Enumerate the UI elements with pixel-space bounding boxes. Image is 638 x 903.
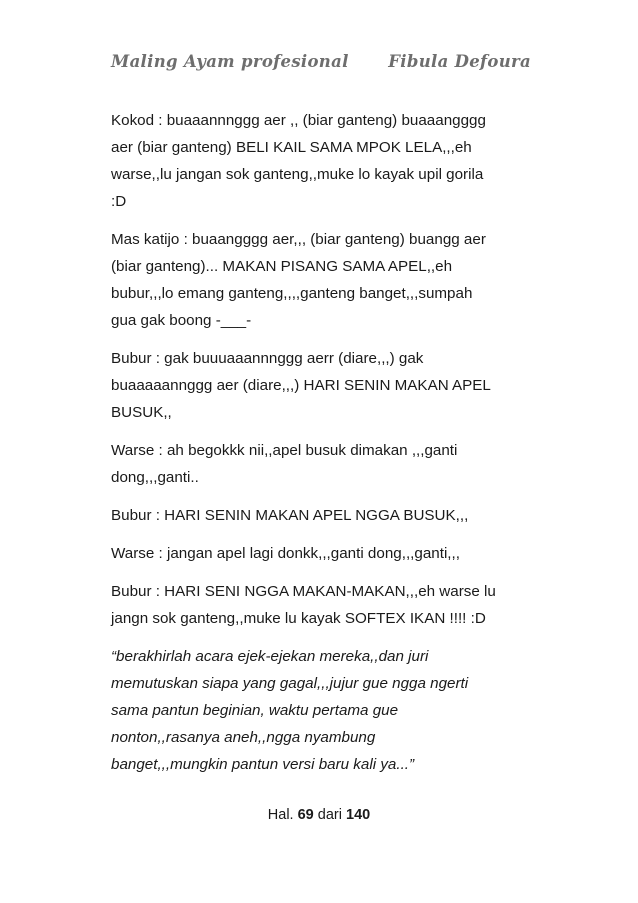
text-line: memutuskan siapa yang gagal,,,jujur gue ngga ngerti: [111, 675, 469, 692]
text-line: Warse : ah begokkk nii,,apel busuk dimakan ,,,ganti: [111, 442, 458, 459]
book-title: Maling Ayam profesional: [111, 52, 349, 71]
text-line: Bubur : HARI SENIN MAKAN APEL NGGA BUSUK,,,: [111, 507, 469, 524]
text-line: :D: [111, 193, 127, 210]
paragraph-bubur-2: [111, 502, 541, 529]
paragraph-mas-katijo: [111, 226, 541, 334]
page-separator: dari: [317, 807, 342, 823]
page-header: [111, 52, 531, 76]
text-line: dong,,,ganti..: [111, 469, 199, 486]
text-line: Warse : jangan apel lagi donkk,,,ganti dong,,,ganti,,,: [111, 545, 460, 562]
text-line: jangn sok ganteng,,muke lu kayak SOFTEX IKAN !!!! :D: [111, 610, 486, 627]
text-line: Bubur : HARI SENI NGGA MAKAN-MAKAN,,,eh warse lu: [111, 583, 496, 600]
page-footer: [0, 807, 638, 823]
text-line: buaaaaannggg aer (diare,,,) HARI SENIN MAKAN APEL: [111, 377, 491, 394]
page-number: 69: [297, 807, 314, 823]
paragraph-bubur-3: [111, 578, 541, 632]
text-line: banget,,,mungkin pantun versi baru kali ya...”: [111, 756, 415, 773]
paragraph-bubur-1: [111, 345, 541, 426]
text-line: Bubur : gak buuuaaannnggg aerr (diare,,,) gak: [111, 350, 424, 367]
text-line: (biar ganteng)... MAKAN PISANG SAMA APEL,,eh: [111, 258, 453, 275]
page-prefix: Hal.: [267, 807, 294, 823]
text-line: gua gak boong -___-: [111, 312, 252, 329]
paragraph-narration: [111, 643, 541, 778]
text-line: BUSUK,,: [111, 404, 172, 421]
text-line: warse,,lu jangan sok ganteng,,muke lo kayak upil gorila: [111, 166, 484, 183]
author-name: Fibula Defoura: [388, 52, 531, 71]
paragraph-warse-2: [111, 540, 541, 567]
page-body: [111, 107, 541, 789]
text-line: “berakhirlah acara ejek-ejekan mereka,,dan juri: [111, 648, 429, 665]
text-line: aer (biar ganteng) BELI KAIL SAMA MPOK LELA,,,eh: [111, 139, 472, 156]
text-line: bubur,,,lo emang ganteng,,,,ganteng banget,,,sumpah: [111, 285, 473, 302]
text-line: Mas katijo : buaangggg aer,,, (biar ganteng) buangg aer: [111, 231, 486, 248]
paragraph-kokod: [111, 107, 541, 215]
text-line: sama pantun beginian, waktu pertama gue: [111, 702, 399, 719]
text-line: nonton,,rasanya aneh,,ngga nyambung: [111, 729, 376, 746]
text-line: Kokod : buaaannnggg aer ,, (biar ganteng) buaaangggg: [111, 112, 486, 129]
paragraph-warse-1: [111, 437, 541, 491]
page-total: 140: [346, 807, 371, 823]
